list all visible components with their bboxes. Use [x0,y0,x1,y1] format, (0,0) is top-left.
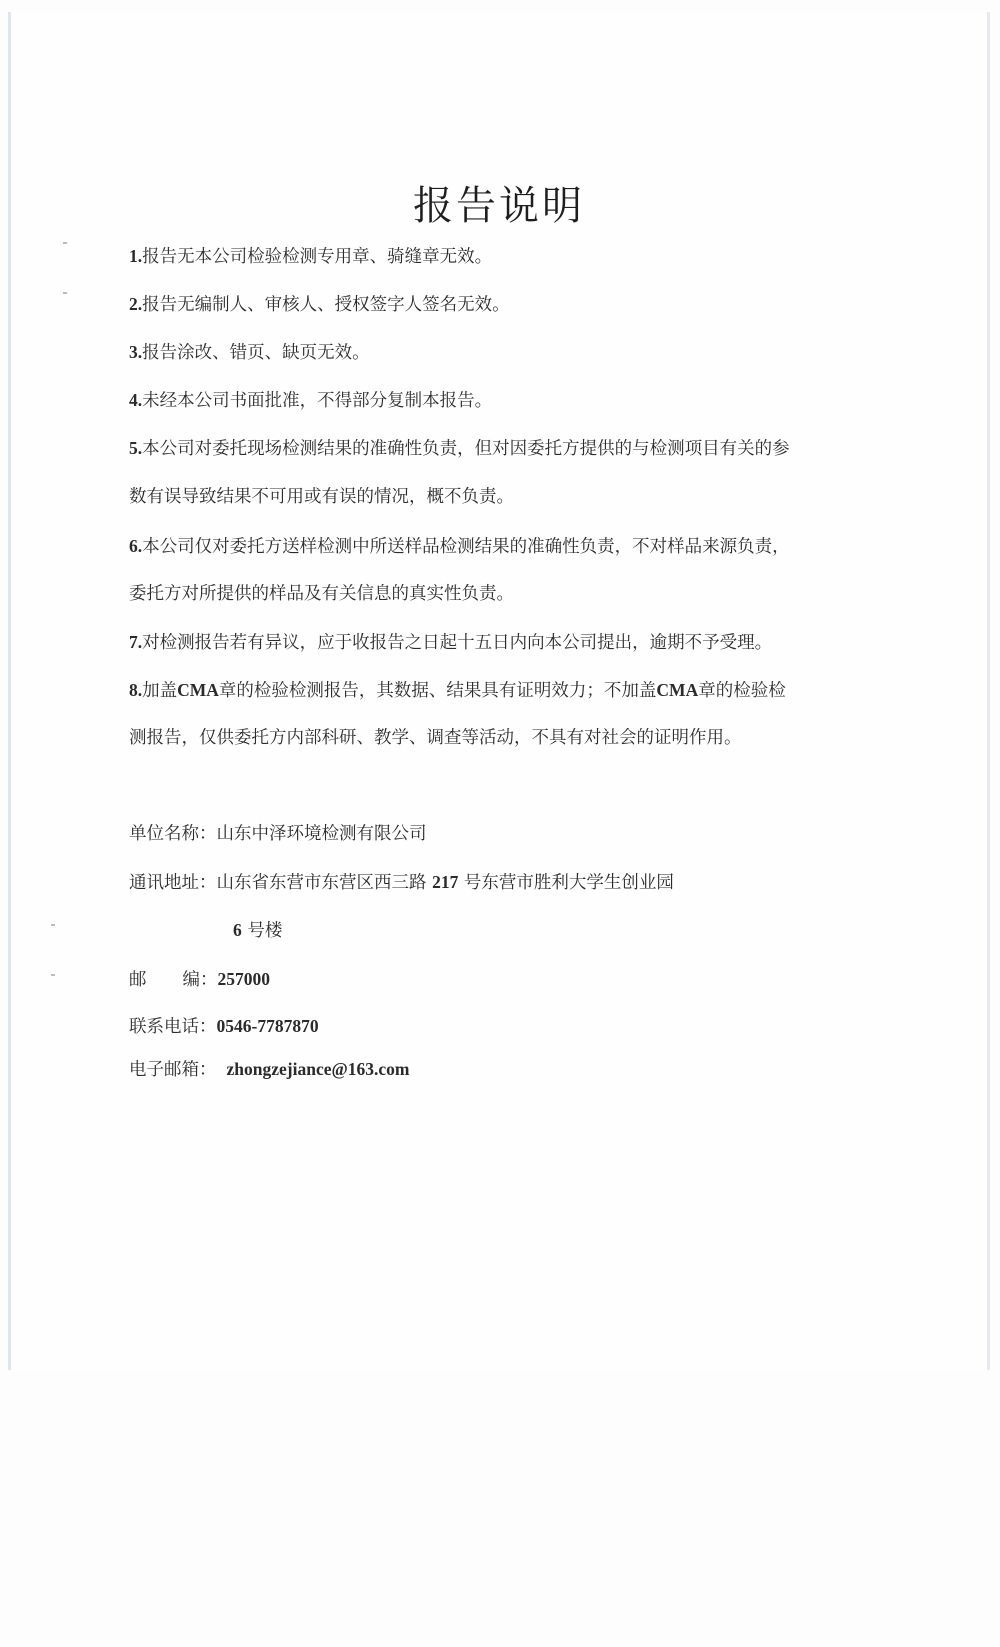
note-number: 7. [129,632,143,652]
note-4 [129,388,492,413]
contact-postcode [129,967,270,992]
note-text: 报告涂改、错页、缺页无效。 [142,343,370,363]
note-number: 1. [129,246,143,266]
field-label: 电子邮箱： [129,1060,217,1080]
field-label: 编： [182,970,218,990]
contact-phone [129,1014,319,1039]
address-number: 217 [432,872,459,892]
field-label: 联系电话： [129,1017,217,1037]
field-label: 通讯地址： [129,873,217,893]
note-text: 本公司仅对委托方送样检测中所送样品检测结果的准确性负责，不对样品来源负责， [142,537,790,557]
field-value: 0546-7787870 [216,1016,319,1036]
note-2 [129,292,510,317]
field-value: 号楼 [247,921,283,941]
note-7 [129,630,772,655]
note-3 [129,340,370,365]
note-5-continued: 数有误导致结果不可用或有误的情况，概不负责。 [129,487,514,507]
contact-email [129,1057,409,1082]
scan-speck [63,292,67,294]
note-8-continued: 测报告，仅供委托方内部科研、教学、调查等活动，不具有对社会的证明作用。 [129,728,742,748]
note-text: 章的检验检 [698,681,786,701]
note-6-continued: 委托方对所提供的样品及有关信息的真实性负责。 [129,584,514,604]
note-8 [129,678,786,703]
scan-speck [51,974,55,976]
contact-address-continued [233,918,282,943]
note-5 [129,436,790,461]
field-value: 山东中泽环境检测有限公司 [216,824,427,844]
page-title: 报告说明 [413,183,585,229]
field-label: 单位名称： [129,824,217,844]
note-number: 5. [129,438,143,458]
note-text: 报告无编制人、审核人、授权签字人签名无效。 [142,295,510,315]
note-text: 加盖 [142,681,178,701]
contact-company [129,822,427,846]
note-number: 6. [129,536,143,556]
field-value: 257000 [217,969,270,989]
note-text: 章的检验检测报告，其数据、结果具有证明效力；不加盖 [218,681,657,701]
scan-speck [51,924,55,926]
note-number: 2. [129,294,143,314]
scan-speck [63,242,67,244]
note-text: 未经本公司书面批准，不得部分复制本报告。 [142,391,493,411]
note-1 [129,244,492,269]
note-text: 本公司对委托现场检测结果的准确性负责，但对因委托方提供的与检测项目有关的参 [142,439,790,459]
note-6 [129,534,790,559]
note-number: 3. [129,342,143,362]
cma-mark: CMA [656,680,699,700]
note-text: 报告无本公司检验检测专用章、骑缝章无效。 [142,247,493,267]
note-text: 对检测报告若有异议，应于收报告之日起十五日内向本公司提出，逾期不予受理。 [142,633,773,653]
cma-mark: CMA [177,680,219,700]
field-value: 号东营市胜利大学生创业园 [463,873,674,893]
contact-address [129,870,674,895]
document-page [8,12,990,1370]
note-number: 8. [129,680,143,700]
field-label: 邮 [129,970,147,990]
field-value: 山东省东营市东营区西三路 [216,873,427,893]
building-number: 6 [233,920,242,940]
field-value: zhongzejiance@163.com [226,1059,410,1079]
note-number: 4. [129,390,143,410]
